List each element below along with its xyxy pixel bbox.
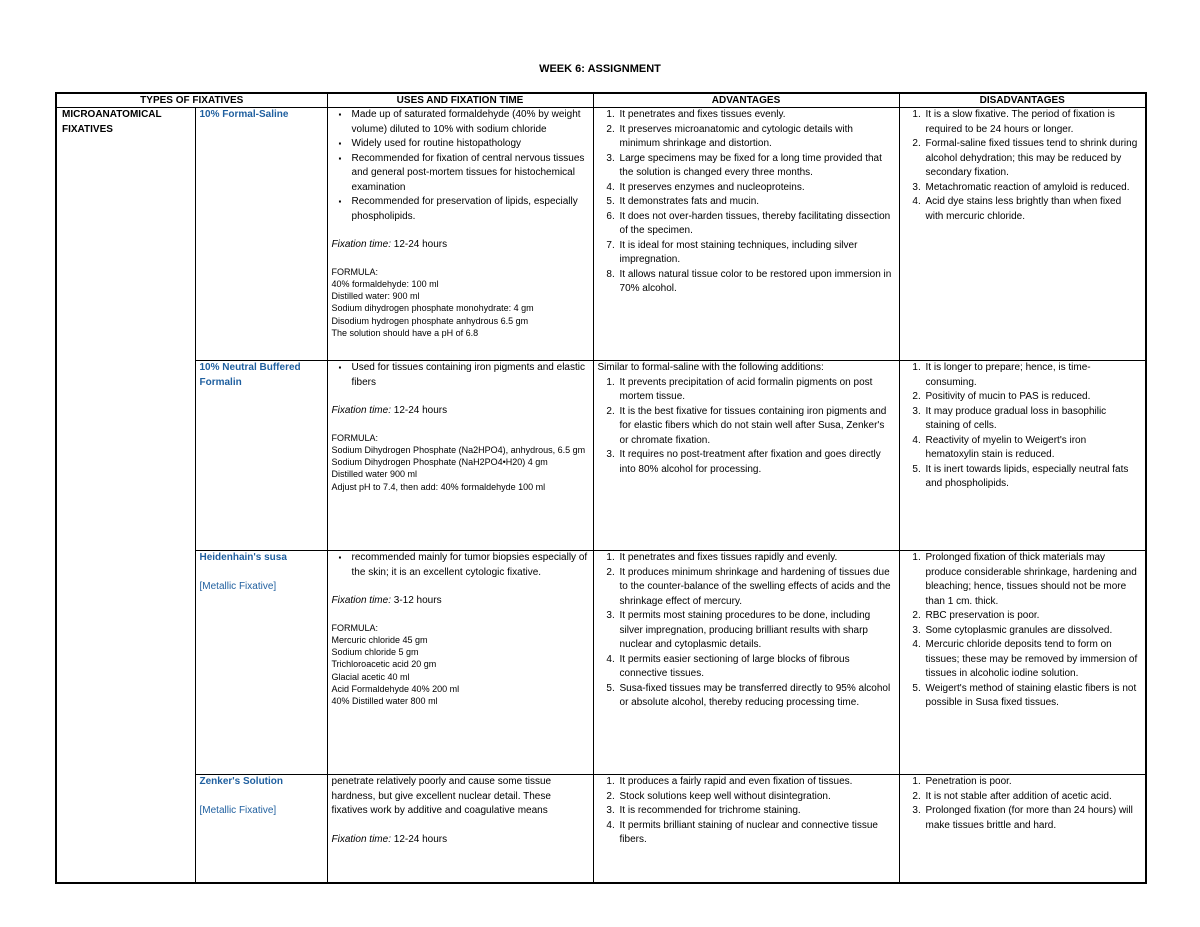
formula-line: The solution should have a pH of 6.8 [331,327,479,338]
list-item: 4. It preserves enzymes and nucleoproteins. [618,181,895,196]
advantages-list [598,376,895,478]
header-uses: USES AND FIXATION TIME [327,93,593,108]
table-header-row [56,93,1146,108]
table-row [56,361,1146,551]
list-item: 4. It permits brilliant staining of nuclear and connective tissue fibers. [618,819,895,848]
list-item: 3. It may produce gradual loss in basophilic staining of cells. [924,405,1142,434]
header-types: TYPES OF FIXATIVES [56,93,327,108]
list-item: 1. It penetrates and fixes tissues rapidly and evenly. [618,551,895,566]
list-item: 2. RBC preservation is poor. [924,609,1142,624]
formula-line: Adjust pH to 7.4, then add: 40% formaldehyde 100 ml [331,481,546,492]
list-item: 3. Prolonged fixation (for more than 24 hours) will make tissues brittle and hard. [924,804,1142,833]
formula-line: Sodium chloride 5 gm [331,647,419,658]
list-item: ▪ recommended mainly for tumor biopsies especially of the skin; it is an excellent cytologic fixative. [352,551,589,580]
category-label: MICROANATOMICAL FIXATIVES [62,109,162,135]
advantages-list [598,108,895,297]
advantages-cell [593,108,899,361]
formula-label: FORMULA: [331,266,379,277]
list-item: 1. It penetrates and fixes tissues evenly. [618,108,895,123]
advantages-list [598,551,895,711]
fixation-time [332,404,589,419]
formula-line: Sodium dihydrogen phosphate monohydrate: 4 gm [331,303,534,314]
table-row [56,775,1146,883]
uses-cell [327,108,593,361]
disadvantages-cell [899,775,1146,883]
fixation-time [332,594,589,609]
list-item: 3. It requires no post-treatment after fixation and goes directly into 80% alcohol for processing. [618,448,895,477]
fixative-name: 10% Formal-Saline [199,109,289,120]
list-item: 2. Stock solutions keep well without disintegration. [618,790,895,805]
fixation-time [332,238,589,253]
fixative-name: Heidenhain's susa [199,552,287,563]
list-item: 3. It permits most staining procedures to be done, including silver impregnation, producing brilliant results with sharp nuclear and cytoplasmic details. [618,609,895,653]
list-item: 5. It is inert towards lipids, especially neutral fats and phospholipids. [924,463,1142,492]
fixative-name: 10% Neutral Buffered Formalin [199,362,301,388]
disadvantages-list [904,551,1142,711]
formula-line: Sodium Dihydrogen Phosphate (NaH2PO4•H20) 4 gm [331,457,548,468]
list-item: 5. It demonstrates fats and mucin. [618,195,895,210]
list-item: 5. Susa-fixed tissues may be transferred directly to 95% alcohol or absolute alcohol, thereby reducing processing time. [618,682,895,711]
disadvantages-list [904,108,1142,224]
formula-block [332,432,589,493]
advantages-lead: Similar to formal-saline with the following additions: [597,362,824,373]
formula-line: 40% formaldehyde: 100 ml [331,278,439,289]
list-item: 2. It produces minimum shrinkage and hardening of tissues due to the counter-balance of the swelling effects of acids and the shrinkage effect of mercury. [618,566,895,610]
advantages-cell [593,775,899,883]
list-item: 4. It permits easier sectioning of large blocks of fibrous connective tissues. [618,653,895,682]
list-item: 3. Metachromatic reaction of amyloid is reduced. [924,181,1142,196]
list-item: 3. Some cytoplasmic granules are dissolved. [924,624,1142,639]
formula-label: FORMULA: [331,432,379,443]
formula-line: Mercuric chloride 45 gm [331,634,428,645]
header-disadvantages: DISADVANTAGES [899,93,1146,108]
formula-line: Sodium Dihydrogen Phosphate (Na2HPO4), anhydrous, 6.5 gm [331,444,586,455]
list-item: ▪ Recommended for preservation of lipids, especially phospholipids. [352,195,589,224]
fixative-tag: [Metallic Fixative] [199,580,277,592]
list-item: ▪ Used for tissues containing iron pigments and elastic fibers [352,361,589,390]
fixative-name-cell [195,108,327,361]
formula-line: Glacial acetic 40 ml [331,671,410,682]
fixative-tag: [Metallic Fixative] [199,804,277,816]
fixative-name: Zenker's Solution [199,776,284,787]
list-item: 2. Positivity of mucin to PAS is reduced. [924,390,1142,405]
uses-text: penetrate relatively poorly and cause some tissue hardness, but give excellent nuclear detail. These fixatives work by additive and coagulative means [331,776,552,816]
fixation-time-value: 12-24 hours [390,239,448,250]
list-item: 7. It is ideal for most staining techniques, including silver impregnation. [618,239,895,268]
fixation-time-label: Fixation time: [331,239,391,250]
list-item: 5. Weigert's method of staining elastic fibers is not possible in Susa fixed tissues. [924,682,1142,711]
fixation-time-label: Fixation time: [331,405,391,416]
formula-line: Distilled water: 900 ml [331,291,420,302]
list-item: 1. It is longer to prepare; hence, is time-consuming. [924,361,1142,390]
uses-cell [327,551,593,775]
list-item: 2. Formal-saline fixed tissues tend to shrink during alcohol dehydration; this may be reduced by secondary fixation. [924,137,1142,181]
list-item: 2. It is not stable after addition of acetic acid. [924,790,1142,805]
advantages-cell [593,551,899,775]
fixation-time-label: Fixation time: [331,833,391,845]
list-item: 1. It produces a fairly rapid and even fixation of tissues. [618,775,895,790]
list-item: 8. It allows natural tissue color to be restored upon immersion in 70% alcohol. [618,268,895,297]
disadvantages-cell [899,108,1146,361]
fixation-time-value: 12-24 hours [390,405,448,416]
uses-cell [327,775,593,883]
uses-cell [327,361,593,551]
uses-list [332,108,589,224]
page-title: WEEK 6: ASSIGNMENT [539,63,661,75]
formula-line: Trichloroacetic acid 20 gm [331,659,437,670]
disadvantages-cell [899,551,1146,775]
formula-block [332,266,589,340]
list-item: ▪ Made up of saturated formaldehyde (40% by weight volume) diluted to 10% with sodium chloride [352,108,589,137]
fixation-time-value: 3-12 hours [390,595,442,606]
fixatives-table [55,92,1147,884]
list-item: 4. Mercuric chloride deposits tend to form on tissues; these may be removed by immersion of tissues in alcoholic iodine solution. [924,638,1142,682]
list-item: 1. Penetration is poor. [924,775,1142,790]
advantages-cell [593,361,899,551]
list-item: 3. Large specimens may be fixed for a long time provided that the solution is changed every three months. [618,152,895,181]
advantages-list [598,775,895,848]
formula-line: Distilled water 900 ml [331,469,418,480]
fixative-name-cell [195,551,327,775]
category-cell [56,108,195,883]
fixation-time-label: Fixation time: [331,595,391,606]
formula-block [332,622,589,708]
fixation-time-value: 12-24 hours [390,833,448,845]
uses-list [332,551,589,580]
formula-label: FORMULA: [331,622,379,633]
disadvantages-list [904,775,1142,833]
fixative-name-cell [195,361,327,551]
list-item: 6. It does not over-harden tissues, thereby facilitating dissection of the specimen. [618,210,895,239]
disadvantages-cell [899,361,1146,551]
fixative-name-cell [195,775,327,883]
list-item: 4. Acid dye stains less brightly than when fixed with mercuric chloride. [924,195,1142,224]
list-item: 2. It is the best fixative for tissues containing iron pigments and for elastic fibers which do not stain well after Susa, Zenker's or chromate fixation. [618,405,895,449]
list-item: 1. Prolonged fixation of thick materials may produce considerable shrinkage, hardening and bleaching; hence, tissues should not be more than 1 cm. thick. [924,551,1142,609]
list-item: 1. It is a slow fixative. The period of fixation is required to be 24 hours or longer. [924,108,1142,137]
header-advantages: ADVANTAGES [593,93,899,108]
list-item: 1. It prevents precipitation of acid formalin pigments on post mortem tissue. [618,376,895,405]
list-item: ▪ Widely used for routine histopathology [352,137,589,152]
table-row [56,551,1146,775]
list-item: 3. It is recommended for trichrome staining. [618,804,895,819]
formula-line: Disodium hydrogen phosphate anhydrous 6.5 gm [331,315,529,326]
list-item: 2. It preserves microanatomic and cytologic details with minimum shrinkage and distortion. [618,123,895,152]
list-item: ▪ Recommended for fixation of central nervous tissues and general post-mortem tissues for histochemical examination [352,152,589,196]
table-row [56,108,1146,361]
list-item: 4. Reactivity of myelin to Weigert's iron hematoxylin stain is reduced. [924,434,1142,463]
uses-list [332,361,589,390]
disadvantages-list [904,361,1142,492]
formula-line: 40% Distilled water 800 ml [331,696,438,707]
formula-line: Acid Formaldehyde 40% 200 ml [331,683,460,694]
fixation-time [332,833,589,848]
